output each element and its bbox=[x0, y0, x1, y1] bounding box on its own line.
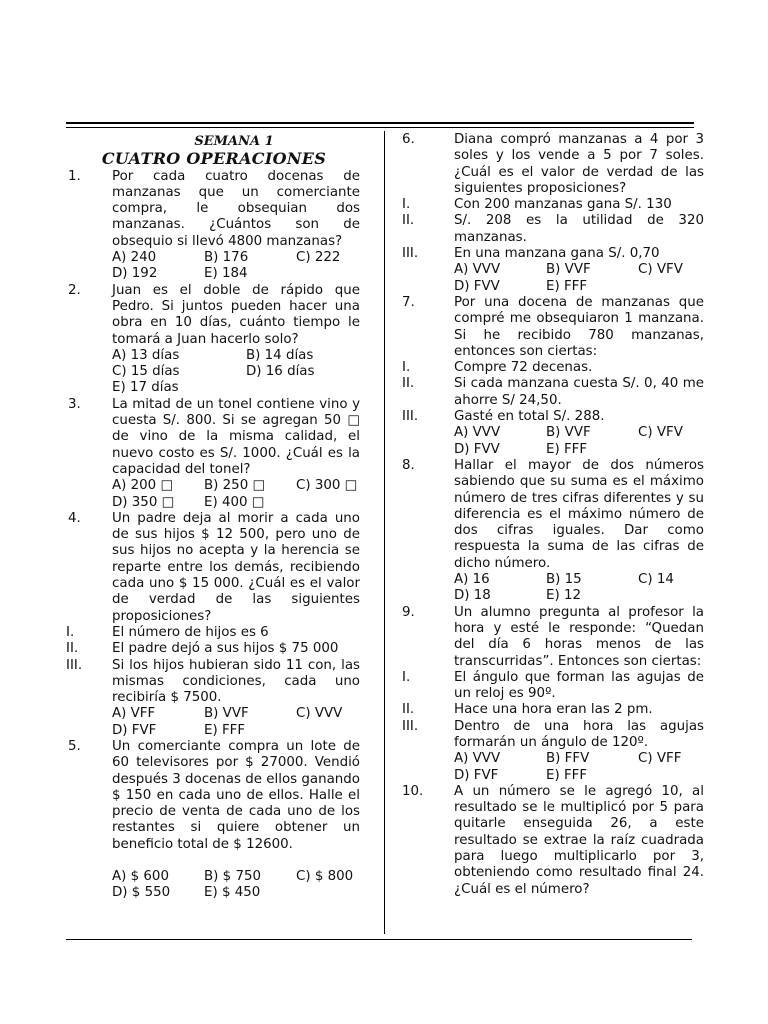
question-6: 6. Diana compró manzanas a 4 por 3 soles y los vende a 5 por 7 soles. ¿Cuál es el valor de verdad de las siguientes proposiciones? I. Con 200 manzanas gana S/. 130 II. S/. 208 es la utilidad de 320 manzanas. III. En una manzana gana S/. 0,70 A) VVV B) VVF C) VFV D) FVV E) FFF bbox=[402, 132, 704, 294]
proposition: III. Gasté en total S/. 288. bbox=[402, 409, 605, 425]
question-text: Por una docena de manzanas que compré me obsequiaron 1 manzana. Si he recibido 780 manzanas, entonces son ciertas: bbox=[454, 294, 704, 359]
question-7: 7. Por una docena de manzanas que compré me obsequiaron 1 manzana. Si he recibido 780 manzanas, entonces son ciertas: I. Compre 72 decenas. II. Si cada manzana cuesta S/. 0, 40 me ahorre S/ 24,50. III. Gasté en total S/. 288. A) VVV B) VVF C) VFV D) FVV E) FFF bbox=[402, 294, 704, 457]
question-10: 10. A un número se le agregó 10, al resultado se le multiplicó por 5 para quitarle enseguida 26, a este resultado se extrae la raíz cuadrada para luego multiplicarlo por 3, obteniendo como resultado final 24. ¿Cuál es el número? bbox=[402, 783, 704, 897]
proposition: I. Con 200 manzanas gana S/. 130 bbox=[402, 197, 672, 213]
options: A) 16 B) 15 C) 14 D) 18 E) 12 bbox=[454, 572, 674, 604]
options: A) VVV B) VVF C) VFV D) FVV E) FFF bbox=[454, 262, 683, 294]
proposition: I. El número de hijos es 6 bbox=[66, 624, 269, 640]
question-3: 3. La mitad de un tonel contiene vino y cuesta S/. 800. Si se agregan 50 □ de vino de la misma calidad, el nuevo costo es S/. 1000. ¿Cuál es la capacidad del tonel? A) 200 □ B) 250 □ C) 300 □ D) 350 □ E) 400 □ bbox=[68, 396, 360, 510]
column-divider bbox=[384, 131, 385, 934]
options: A) 240 B) 176 C) 222 D) 192 E) 184 bbox=[112, 250, 341, 282]
topic-title: CUATRO OPERACIONES bbox=[101, 149, 327, 169]
proposition: II. S/. 208 es la utilidad de 320 manzanas. bbox=[402, 213, 704, 245]
proposition: III. Si los hijos hubieran sido 11 con, las mismas condiciones, cada uno recibiría $ 7500. bbox=[66, 657, 360, 706]
options: A) 13 días B) 14 días C) 15 días D) 16 días E) 17 días bbox=[112, 347, 315, 396]
question-9: 9. Un alumno pregunta al profesor la hora y esté le responde: “Quedan del día 6 horas menos de las transcurridas”. Entonces son ciertas: I. El ángulo que forman las agujas de un reloj es 90º. II. Hace una hora eran las 2 pm. III. Dentro de una hora las agujas formarán un ángulo de 120º. A) VVV B) FFV C) VFF D) FVF E) FFF bbox=[402, 604, 704, 783]
proposition: II. Si cada manzana cuesta S/. 0, 40 me ahorre S/ 24,50. bbox=[402, 376, 704, 408]
question-text: Juan es el doble de rápido que Pedro. Si juntos pueden hacer una obra en 10 días, cuánto tiempo le tomará a Juan hacerlo solo? bbox=[112, 282, 360, 347]
question-text: Por cada cuatro docenas de manzanas que un comerciante compra, le obsequian dos manzanas. ¿Cuántos son de obsequio si llevó 4800 manzanas? bbox=[112, 168, 360, 249]
question-text: Diana compró manzanas a 4 por 3 soles y los vende a 5 por 7 soles. ¿Cuál es el valor de verdad de las siguientes proposiciones? bbox=[454, 132, 704, 196]
question-1: 1. Por cada cuatro docenas de manzanas que un comerciante compra, le obsequian dos manzanas. ¿Cuántos son de obsequio si llevó 4800 manzanas? A) 240 B) 176 C) 222 D) 192 E) 184 bbox=[68, 168, 360, 282]
proposition: I. El ángulo que forman las agujas de un reloj es 90º. bbox=[402, 669, 704, 702]
left-column bbox=[66, 134, 362, 902]
options: A) VFF B) VVF C) VVV D) FVF E) FFF bbox=[112, 706, 343, 738]
bottom-rule bbox=[66, 939, 692, 940]
question-text: Un comerciante compra un lote de 60 televisores por $ 27000. Vendió después 3 docenas de ellos ganando $ 150 en cada uno de ellos. Halle el precio de venta de cada uno de los restantes si quiere obtener un beneficio total de $ 12600. bbox=[112, 738, 360, 852]
right-column bbox=[402, 132, 702, 898]
options: A) VVV B) FFV C) VFF D) FVF E) FFF bbox=[454, 751, 682, 783]
options: A) 200 □ B) 250 □ C) 300 □ D) 350 □ E) 400 □ bbox=[112, 478, 358, 510]
question-text: Un alumno pregunta al profesor la hora y esté le responde: “Quedan del día 6 horas menos de las transcurridas”. Entonces son ciertas: bbox=[454, 604, 704, 669]
question-4: 4. Un padre deja al morir a cada uno de sus hijos $ 12 500, pero uno de sus hijos no acepta y la herencia se reparte entre los demás, recibiendo cada uno $ 15 000. ¿Cuál es el valor de verdad de las siguientes proposiciones? I. El número de hijos es 6 II. El padre dejó a sus hijos $ 75 000 III. Si los hijos hubieran sido 11 con, las mismas condiciones, cada uno recibiría $ 7500. A) VFF B) VVF C) VVV D) FVF E) FFF bbox=[66, 510, 360, 738]
top-rule-thin bbox=[66, 127, 694, 128]
question-2: 2. Juan es el doble de rápido que Pedro. Si juntos pueden hacer una obra en 10 días, cuánto tiempo le tomará a Juan hacerlo solo? A) 13 días B) 14 días C) 15 días D) 16 días E) 17 días bbox=[68, 282, 360, 396]
top-rule-thick bbox=[66, 122, 694, 124]
question-5: 5. Un comerciante compra un lote de 60 televisores por $ 27000. Vendió después 3 docenas de ellos ganando $ 150 en cada uno de ellos. Halle el precio de venta de cada uno de los restantes si quiere obtener un beneficio total de $ 12600. A) $ 600 B) $ 750 C) $ 800 D) $ 550 E) $ 450 bbox=[68, 738, 360, 901]
proposition: III. En una manzana gana S/. 0,70 bbox=[402, 246, 660, 262]
question-8: 8. Hallar el mayor de dos números sabiendo que su suma es el máximo número de tres cifras diferentes y su diferencia es el máximo número de dos cifras iguales. Dar como respuesta la suma de las cifras de dicho número. A) 16 B) 15 C) 14 D) 18 E) 12 bbox=[402, 457, 704, 604]
question-text: Hallar el mayor de dos números sabiendo que su suma es el máximo número de tres cifras diferentes y su diferencia es el máximo número de dos cifras iguales. Dar como respuesta la suma de las cifras de dicho número. bbox=[454, 457, 704, 571]
options: A) VVV B) VVF C) VFV D) FVV E) FFF bbox=[454, 425, 683, 457]
question-text: La mitad de un tonel contiene vino y cuesta S/. 800. Si se agregan 50 □ de vino de la misma calidad, el nuevo costo es S/. 1000. ¿Cuál es la capacidad del tonel? bbox=[112, 396, 360, 477]
proposition: III. Dentro de una hora las agujas formarán un ángulo de 120º. bbox=[402, 718, 704, 750]
question-text: A un número se le agregó 10, al resultado se le multiplicó por 5 para quitarle enseguida 26, a este resultado se extrae la raíz cuadrada para luego multiplicarlo por 3, obteniendo como resultado final 24. ¿Cuál es el número? bbox=[454, 783, 704, 897]
question-text: Un padre deja al morir a cada uno de sus hijos $ 12 500, pero uno de sus hijos no acepta y la herencia se reparte entre los demás, recibiendo cada uno $ 15 000. ¿Cuál es el valor de verdad de las siguientes proposiciones? bbox=[112, 510, 360, 624]
proposition: I. Compre 72 decenas. bbox=[402, 360, 593, 376]
week-title: SEMANA 1 bbox=[194, 134, 274, 149]
options: A) $ 600 B) $ 750 C) $ 800 D) $ 550 E) $ 450 bbox=[112, 869, 354, 901]
proposition: II. Hace una hora eran las 2 pm. bbox=[402, 702, 653, 718]
proposition: II. El padre dejó a sus hijos $ 75 000 bbox=[66, 641, 339, 657]
